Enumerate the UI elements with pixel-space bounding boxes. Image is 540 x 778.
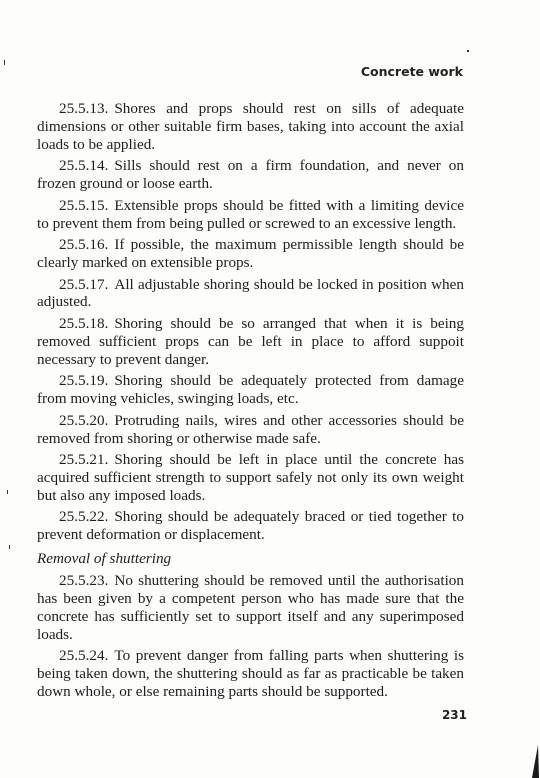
running-head: Concrete work (360, 64, 463, 79)
section-subheading: Removal of shuttering (37, 550, 172, 568)
paragraph-text: All adjustable shoring should be locked in position when adjusted. (37, 275, 464, 311)
paragraph (37, 572, 464, 644)
paragraph-number: 25.5.21. (59, 451, 109, 469)
corner-fold-mark (520, 745, 540, 778)
paragraph-number: 25.5.18. (59, 314, 109, 332)
paragraph-text: Shoring should be left in place until the concrete has acquired sufficient strength to support safely not only its own weight but also any imposed loads. (37, 451, 464, 504)
scan-speck (467, 50, 469, 52)
scan-speck (7, 490, 8, 494)
paragraph-number: 25.5.22. (59, 508, 109, 526)
page-number: 231 (441, 708, 467, 722)
paragraph-text: Sills should rest on a firm foundation, and never on frozen ground or loose earth. (37, 157, 464, 193)
paragraph-number: 25.5.23. (59, 572, 109, 590)
paragraph (37, 412, 464, 448)
paragraph (37, 100, 464, 154)
paragraph-text: Shores and props should rest on sills of adequate dimensions or other suitable firm bases, taking into account the axial loads to be applied. (37, 100, 464, 153)
paragraph-number: 25.5.19. (59, 372, 109, 390)
paragraph-text: Shoring should be adequately braced or tied together to prevent deformation or displacement. (37, 508, 464, 544)
paragraph (37, 451, 464, 505)
paragraph-number: 25.5.20. (59, 411, 109, 429)
paragraph-text: Protruding nails, wires and other accessories should be removed from shoring or otherwise made safe. (37, 411, 464, 447)
scan-speck (4, 60, 5, 65)
paragraph-number: 25.5.13. (59, 100, 109, 117)
scan-speck (9, 545, 10, 549)
paragraph-text: To prevent danger from falling parts when shuttering is being taken down, the shuttering should as far as practicable be taken down whole, or else remaining parts should be supported. (37, 647, 464, 701)
paragraph (37, 647, 464, 701)
paragraph-text: No shuttering should be removed until the authorisation has been given by a competent person who has made sure that the concrete has sufficiently set to support itself and any superimposed loads. (37, 572, 464, 643)
paragraph (37, 197, 464, 233)
paragraph (37, 157, 464, 193)
paragraph (37, 315, 464, 369)
paragraph (37, 372, 464, 408)
paragraph-text: Shoring should be adequately protected from damage from moving vehicles, swinging loads, etc. (37, 372, 464, 408)
paragraph (37, 236, 464, 272)
paragraph-number: 25.5.24. (59, 647, 109, 665)
paragraph-number: 25.5.16. (59, 236, 109, 254)
paragraph (37, 508, 464, 544)
body-text (37, 100, 464, 705)
paragraph-number: 25.5.15. (59, 196, 109, 214)
paragraph-number: 25.5.17. (59, 275, 109, 293)
paragraph-text: If possible, the maximum permissible length should be clearly marked on extensible props. (37, 236, 464, 272)
paragraph (37, 276, 464, 312)
paragraph-text: Shoring should be so arranged that when it is being removed sufficient props can be left in place to afford suppoit necessary to prevent danger. (37, 314, 464, 368)
paragraph-number: 25.5.14. (59, 157, 109, 175)
paragraph-text: Extensible props should be fitted with a limiting device to prevent them from being pulled or screwed to an excessive length. (37, 196, 464, 232)
